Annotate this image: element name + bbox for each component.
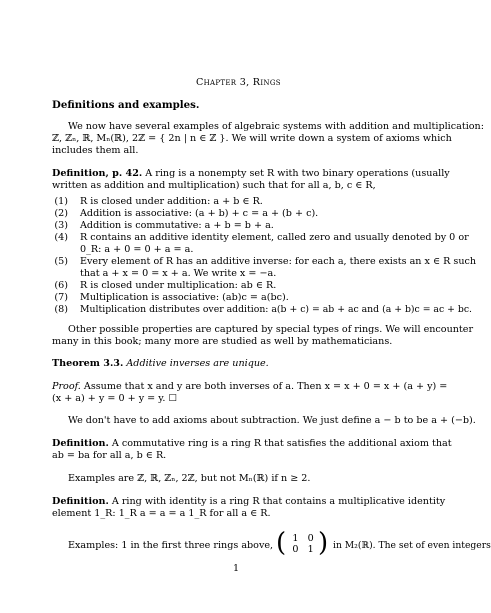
section-heading: Definitions and examples. xyxy=(52,99,200,111)
axiom-number: (6) xyxy=(54,280,68,291)
axiom-number: (7) xyxy=(54,292,68,303)
axiom-text: Addition is commutative: a + b = b + a. xyxy=(80,220,274,231)
definition-identity xyxy=(52,496,445,508)
definition-identity-line-2: element 1_R: 1_R a = a = a 1_R for all a ∈ R. xyxy=(52,508,271,519)
theorem xyxy=(52,358,269,370)
definition-commutative-line-2: ab = ba for all a, b ∈ R. xyxy=(52,450,167,461)
axiom-text: Addition is associative: (a + b) + c = a + (b + c). xyxy=(80,208,319,219)
definition-ring-line-2: written as addition and multiplication) such that for all a, b, c ∈ R, xyxy=(52,180,376,191)
axiom-number: (8) xyxy=(54,304,68,315)
matrix-left-paren: ( xyxy=(276,528,287,558)
axiom-text: R is closed under addition: a + b ∈ R. xyxy=(80,196,263,207)
definition-text: A ring is a nonempty set R with two binary operations (usually xyxy=(142,168,450,179)
matrix-entry: 0 xyxy=(292,544,299,555)
page-number: 1 xyxy=(233,563,240,574)
matrix-entry: 1 xyxy=(292,533,299,544)
intro-line-1: We now have several examples of algebraic systems with addition and multiplication: xyxy=(68,121,484,132)
definition-text: A ring with identity is a ring R that contains a multiplicative identity xyxy=(108,496,446,507)
axiom-number: (2) xyxy=(54,208,68,219)
other-props-line-2: many in this book; many more are studied as well by mathematicians. xyxy=(52,336,393,347)
proof-line-2: (x + a) + y = 0 + y = y. ☐ xyxy=(52,393,178,404)
intro-line-3: includes them all. xyxy=(52,145,139,156)
definition-ring xyxy=(52,168,450,180)
axiom-number: (1) xyxy=(54,196,68,207)
axiom-number: (5) xyxy=(54,256,68,267)
other-props-line-1: Other possible properties are captured by special types of rings. We will encounter xyxy=(68,324,474,335)
axiom-number: (3) xyxy=(54,220,68,231)
chapter-title: Chapter 3, Rings xyxy=(196,77,281,88)
examples-identity-before: Examples: 1 in the first three rings above, xyxy=(68,540,274,551)
subtraction-note: We don't have to add axioms about subtraction. We just define a − b to be a + (−b). xyxy=(68,415,476,426)
definition-text: A commutative ring is a ring R that satisfies the additional axiom that xyxy=(108,438,452,449)
examples-commutative: Examples are ℤ, ℝ, ℤₙ, 2ℤ, but not Mₙ(ℝ) if n ≥ 2. xyxy=(68,473,311,484)
matrix-right-paren: ) xyxy=(318,528,329,558)
theorem-statement: Additive inverses are unique. xyxy=(126,358,269,369)
definition-commutative xyxy=(52,438,452,450)
proof xyxy=(52,381,447,393)
axiom-text: that a + x = 0 = x + a. We write x = −a. xyxy=(80,268,277,279)
axiom-text: R contains an additive identity element, called zero and usually denoted by 0 or xyxy=(80,232,469,243)
axiom-text: Every element of R has an additive inverse: for each a, there exists an x ∈ R such xyxy=(80,256,477,267)
proof-label: Proof. xyxy=(52,381,81,392)
definition-label: Definition. xyxy=(52,438,109,449)
axiom-number: (4) xyxy=(54,232,68,243)
proof-text: Assume that x and y are both inverses of a. Then x = x + 0 = x + (a + y) = xyxy=(80,381,448,392)
definition-label: Definition. xyxy=(52,496,109,507)
matrix-entry: 0 xyxy=(307,533,314,544)
matrix-entry: 1 xyxy=(307,544,314,555)
theorem-label: Theorem 3.3. xyxy=(52,358,124,369)
identity-matrix xyxy=(287,533,319,555)
axiom-text: Multiplication distributes over addition: a(b + c) = ab + ac and (a + b)c = ac + bc. xyxy=(80,304,472,315)
intro-line-2: ℤ, ℤₙ, ℝ, Mₙ(ℝ), 2ℤ = { 2n | n ∈ ℤ }. We will write down a system of axioms which xyxy=(52,133,452,144)
axiom-text: R is closed under multiplication: ab ∈ R. xyxy=(80,280,277,291)
axiom-text: 0_R: a + 0 = 0 + a = a. xyxy=(80,244,194,255)
examples-identity-after: in M₂(ℝ). The set of even integers xyxy=(333,540,491,551)
definition-label: Definition, p. 42. xyxy=(52,168,143,179)
axiom-text: Multiplication is associative: (ab)c = a(bc). xyxy=(80,292,289,303)
